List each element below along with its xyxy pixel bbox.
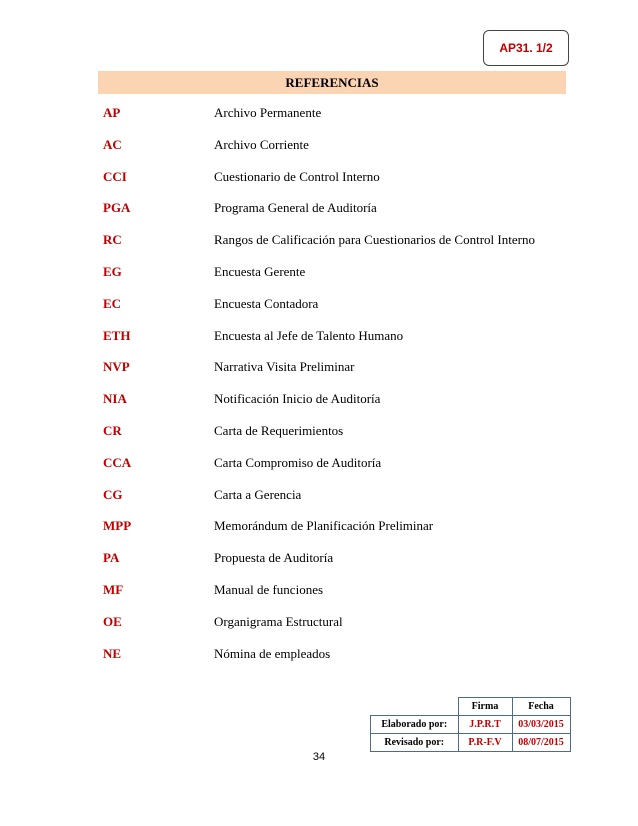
reference-code: NIA — [103, 391, 127, 407]
signature-row-label: Revisado por: — [371, 734, 459, 752]
reference-row — [0, 296, 638, 328]
signature-row — [371, 734, 571, 752]
reference-row — [0, 391, 638, 423]
references-list — [0, 105, 638, 677]
reference-description: Narrativa Visita Preliminar — [214, 359, 355, 375]
reference-description: Cuestionario de Control Interno — [214, 168, 380, 184]
reference-row — [0, 646, 638, 678]
reference-description: Nómina de empleados — [214, 645, 331, 661]
reference-description: Programa General de Auditoría — [214, 200, 377, 216]
reference-row — [0, 169, 638, 201]
reference-code: CR — [103, 422, 122, 438]
reference-row — [0, 200, 638, 232]
reference-row — [0, 359, 638, 391]
fecha-column-header: Fecha — [512, 698, 570, 716]
signature-firma-value: J.P.R.T — [458, 716, 512, 734]
reference-row — [0, 232, 638, 264]
reference-row — [0, 455, 638, 487]
reference-description: Carta de Requerimientos — [214, 422, 344, 438]
reference-description: Notificación Inicio de Auditoría — [214, 391, 381, 407]
reference-description: Archivo Permanente — [214, 105, 322, 120]
reference-row — [0, 328, 638, 360]
reference-code: NVP — [103, 359, 130, 375]
reference-row — [0, 105, 638, 137]
reference-row — [0, 423, 638, 455]
signature-row-label: Elaborado por: — [371, 716, 459, 734]
reference-code: CCA — [103, 454, 132, 470]
signature-header-row — [371, 698, 571, 716]
empty-cell — [371, 698, 459, 716]
reference-code: ETH — [103, 327, 131, 343]
reference-row — [0, 518, 638, 550]
reference-row — [0, 264, 638, 296]
reference-description: Archivo Corriente — [214, 136, 309, 152]
reference-code: MF — [103, 581, 124, 597]
reference-description: Carta a Gerencia — [214, 486, 302, 502]
reference-description: Encuesta Gerente — [214, 263, 306, 279]
reference-description: Organigrama Estructural — [214, 613, 343, 629]
reference-code: NE — [103, 645, 122, 661]
reference-row — [0, 487, 638, 519]
references-header: REFERENCIAS — [98, 71, 566, 94]
reference-code: MPP — [103, 518, 132, 534]
reference-description: Carta Compromiso de Auditoría — [214, 454, 382, 470]
signature-fecha-value: 08/07/2015 — [512, 734, 570, 752]
reference-row — [0, 137, 638, 169]
reference-row — [0, 614, 638, 646]
reference-code: PA — [103, 550, 120, 566]
document-code-badge: AP31. 1/2 — [483, 30, 569, 66]
reference-code: EC — [103, 295, 122, 311]
reference-code: AC — [103, 136, 122, 152]
reference-row — [0, 582, 638, 614]
firma-column-header: Firma — [458, 698, 512, 716]
reference-code: AP — [103, 105, 121, 120]
reference-description: Propuesta de Auditoría — [214, 550, 334, 566]
reference-description: Memorándum de Planificación Preliminar — [214, 518, 434, 534]
signature-fecha-value: 03/03/2015 — [512, 716, 570, 734]
signature-row — [371, 716, 571, 734]
reference-code: RC — [103, 232, 122, 248]
reference-code: OE — [103, 613, 122, 629]
signature-firma-value: P.R-F.V — [458, 734, 512, 752]
reference-code: CG — [103, 486, 123, 502]
reference-code: CCI — [103, 168, 127, 184]
reference-code: PGA — [103, 200, 131, 216]
reference-code: EG — [103, 263, 122, 279]
reference-description: Encuesta al Jefe de Talento Humano — [214, 327, 404, 343]
reference-description: Encuesta Contadora — [214, 295, 319, 311]
reference-description: Manual de funciones — [214, 581, 324, 597]
signature-table — [370, 697, 571, 752]
reference-row — [0, 550, 638, 582]
page-number: 34 — [312, 751, 326, 763]
reference-description: Rangos de Calificación para Cuestionarios de Control Interno — [214, 232, 535, 248]
